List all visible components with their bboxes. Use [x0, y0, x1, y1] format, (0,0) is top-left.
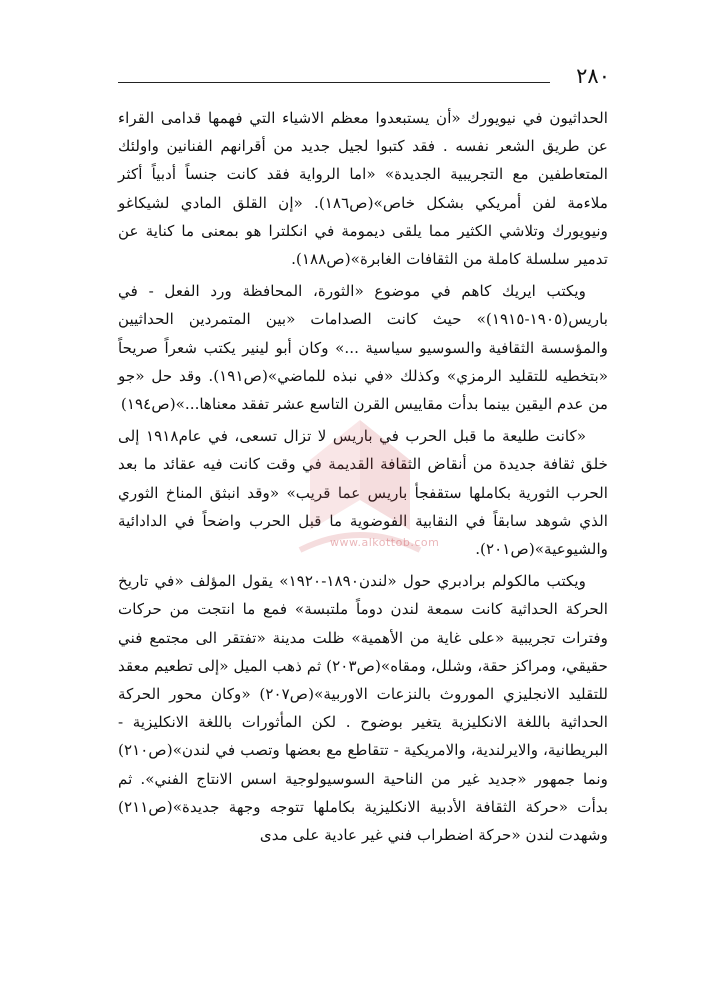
- page-number: ٢٨٠: [576, 64, 610, 88]
- watermark-text: www.alkottob.com: [330, 536, 440, 549]
- header-rule: [118, 82, 550, 83]
- paragraph: «كانت طليعة ما قبل الحرب في باريس لا تزال تسعى، في عام١٩١٨ إلى خلق ثقافة جديدة من أنقاض الثقافة القديمة في وقت كانت فيه عقائد ما بعد الحرب الثورية بكاملها ستقفجأ باريس عما قريب» «وقد انبثق المناخ الثوري الذي شوهد سابقاً في النقابية الفوضوية ما قبل الحرب واضحاً في الدادائية والشيوعية»(ص٢٠١).: [118, 427, 608, 559]
- body-text: [118, 104, 608, 853]
- paragraph: ويكتب ايريك كاهم في موضوع «الثورة، المحافظة ورد الفعل - في باريس(١٩٠٥-١٩١٥)» حيث كانت الصدامات «بين المتمردين الحداثيين والمؤسسة الثقافية والسوسيو سياسية ...» وكان أبو لينير يكتب شعراً صريحاً «بتخطيه للتقليد الرمزي» وكذلك «في نبذه للماضي»(ص١٩١). وقد حل «جو من عدم اليقين بينما بدأت مقاييس القرن التاسع عشر تفقد معناها...»(ص١٩٤): [118, 282, 609, 414]
- paragraph: ويكتب مالكولم برادبري حول «لندن١٨٩٠-١٩٢٠» يقول المؤلف «في تاريخ الحركة الحداثية كانت سمعة لندن دوماً ملتبسة» فمع ما انتجت من حركات وفترات تجريبية «على غاية من الأهمية» ظلت مدينة «تفتقر الى مجتمع فني حقيقي، ومراكز حقة، وشلل، ومقاه»(ص٢٠٣) ثم ذهب الميل «إلى تطعيم معقد للتقليد الانجليزي الموروث بالنزعات الاوربية»(ص٢٠٧) «وكان محور الحركة الحداثية باللغة الانكليزية يتغير بوضوح . لكن المأثورات باللغة الانكليزية - البريطانية، والايرلندية، والامريكية - تتقاطع مع بعضها وتصب في لندن»(ص٢١٠) ونما جمهور «جديد غير من الناحية السوسيولوجية اسس الانتاج الفني». ثم بدأت «حركة الثقافة الأدبية الانكليزية بكاملها تتوجه وجهة جديدة»(ص٢١١) وشهدت لندن «حركة اضطراب فني غير عادية على مدى: [118, 572, 608, 845]
- paragraph: الحداثيون في نيويورك «أن يستبعدوا معظم الاشياء التي فهمها قدامى القراء عن طريق الشعر نفسه . فقد كتبوا لجيل جديد من أقرانهم الفنانين واولئك المتعاطفين مع التجريبية الجديدة» «اما الرواية فقد كانت جنساً أدبياً أكثر ملاءمة لفن أمريكي بشكل خاص»(ص١٨٦). «إن القلق المادي لشيكاغو ونيويورك وتلاشي الكثير مما يلقى ديمومة في انكلترا هو بمعنى ما كناية عن تدمير سلسلة كاملة من الثقافات الغابرة»(ص١٨٨).: [118, 109, 608, 269]
